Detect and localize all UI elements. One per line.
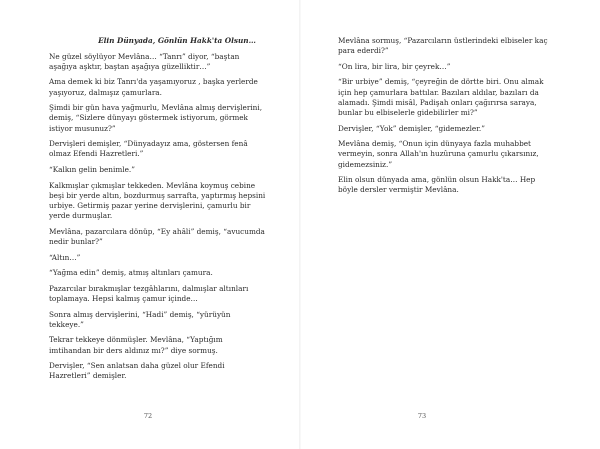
text-line: Mevlâna sormuş, “Pazarcıların üstlerindeki elbiseler kaç xyxy=(338,36,548,45)
text-line: nedir bunlar?” xyxy=(49,236,103,246)
paragraph xyxy=(49,77,265,97)
left-paragraphs xyxy=(49,52,265,382)
paragraph xyxy=(338,77,558,118)
text-line: Hazretleri” demişler. xyxy=(49,371,127,381)
paragraph xyxy=(49,335,265,355)
paragraph xyxy=(49,139,265,159)
text-line: tekkeye.” xyxy=(49,319,84,329)
text-line: böyle dersler vermiştir Mevlâna. xyxy=(338,185,459,195)
text-line: Dervişler, “Yok” demişler, “gidemezler.” xyxy=(338,123,485,133)
chapter-heading: Elin Dünyada, Gönlün Hakk'ta Olsun… xyxy=(98,36,256,45)
right-page xyxy=(300,0,600,449)
text-line: Mevlâna demiş, “Onun için dünyaya fazla muhabbet xyxy=(338,139,531,149)
paragraph xyxy=(338,124,558,134)
text-line: toplamaya. Hepsi kalmış çamur içinde… xyxy=(49,293,198,303)
text-line: Kalkmışlar çıkmışlar tekkeden. Mevlâna koymuş cebine xyxy=(49,180,256,190)
right-paragraphs xyxy=(338,36,558,196)
text-line: Sonra almış dervişlerini, “Hadi” demiş, “yürüyün xyxy=(49,309,231,319)
text-line: Pazarcılar bırakmışlar tezgâhlarını, dalmışlar altınları xyxy=(49,283,249,293)
right-text-block xyxy=(338,36,558,201)
text-line: Elin olsun dünyada ama, gönlün olsun Hakk'ta… Hep xyxy=(338,175,536,185)
paragraph xyxy=(49,310,265,330)
paragraph xyxy=(49,268,265,278)
text-line: “Kalkın gelin benimle.” xyxy=(49,164,135,174)
paragraph xyxy=(49,52,265,72)
text-line: Ne güzel söylüyor Mevlâna… “Tanrı” diyor, “baştan xyxy=(49,51,240,61)
text-line: Şimdi bir gün hava yağmurlu, Mevlâna almış dervişlerini, xyxy=(49,103,263,113)
text-line: olmaz Efendi Hazretleri.” xyxy=(49,149,144,159)
text-line: “Yağma edin” demiş, atmış altınları çamura. xyxy=(49,268,213,278)
paragraph xyxy=(49,284,265,304)
paragraph xyxy=(338,139,558,170)
text-line: urbiye. Getirmiş pazar yerine dervişlerini, çamurlu bir xyxy=(49,200,251,210)
left-text-block xyxy=(49,36,265,387)
text-line: gidemezsiniz.” xyxy=(338,159,393,169)
text-line: istiyor musunuz?” xyxy=(49,123,116,133)
paragraph xyxy=(338,62,558,72)
text-line: Ama demek ki biz Tanrı'da yaşamıyoruz , başka yerlerde xyxy=(49,77,258,87)
text-line: “Bir urbiye” demiş, “çeyreğin de dörtte biri. Onu almak xyxy=(338,77,544,87)
paragraph xyxy=(49,165,265,175)
paragraph xyxy=(49,227,265,247)
text-line: “On lira, bir lira, bir çeyrek…” xyxy=(338,61,451,71)
text-line: Mevlâna, pazarcılara dönüp, “Ey ahâli” demiş, “avucumda xyxy=(49,226,265,236)
text-line: aşağıya aşktır, baştan aşağıya güzelliktir…” xyxy=(49,61,211,71)
left-page-number: 72 xyxy=(143,412,153,420)
text-line: alamadı. Şimdi misâl, Padişah onları çağırırsa saraya, xyxy=(338,97,537,107)
text-line: para ederdi?” xyxy=(338,46,389,56)
text-line: Dervişler, “Sen anlatsan daha güzel olur Efendi xyxy=(49,361,225,371)
text-line: beşi bir yerde altın, bozdurmuş sarrafta, yaptırmış hepsini xyxy=(49,190,266,200)
paragraph xyxy=(49,181,265,222)
paragraph xyxy=(338,175,558,195)
text-line: “Altın…” xyxy=(49,252,81,262)
text-line: yaşıyoruz, dalmışız çamurlara. xyxy=(49,87,162,97)
paragraph xyxy=(49,103,265,134)
text-line: bunlar bu elbiselerle gidebilirler mi?” xyxy=(338,108,478,117)
paragraph xyxy=(338,36,558,56)
text-line: demiş, “Sizlere dünyayı göstermek istiyorum, görmek xyxy=(49,113,248,123)
paragraph xyxy=(49,253,265,263)
text-line: yerde durmuşlar. xyxy=(49,211,113,221)
text-line: için hep çamurlara battılar. Bazıları aldılar, bazıları da xyxy=(338,87,539,97)
right-page-number: 73 xyxy=(417,412,427,420)
text-line: vermeyin, sonra Allah'ın huzûruna çamurlu çıkarsınız, xyxy=(338,149,539,159)
text-line: imtihandan bir ders aldınız mı?” diye sormuş. xyxy=(49,345,218,355)
paragraph xyxy=(49,361,265,381)
text-line: Tekrar tekkeye dönmüşler. Mevlâna, “Yaptığım xyxy=(49,335,223,345)
text-line: Dervişleri demişler, “Dünyadayız ama, göstersen fenâ xyxy=(49,139,248,149)
